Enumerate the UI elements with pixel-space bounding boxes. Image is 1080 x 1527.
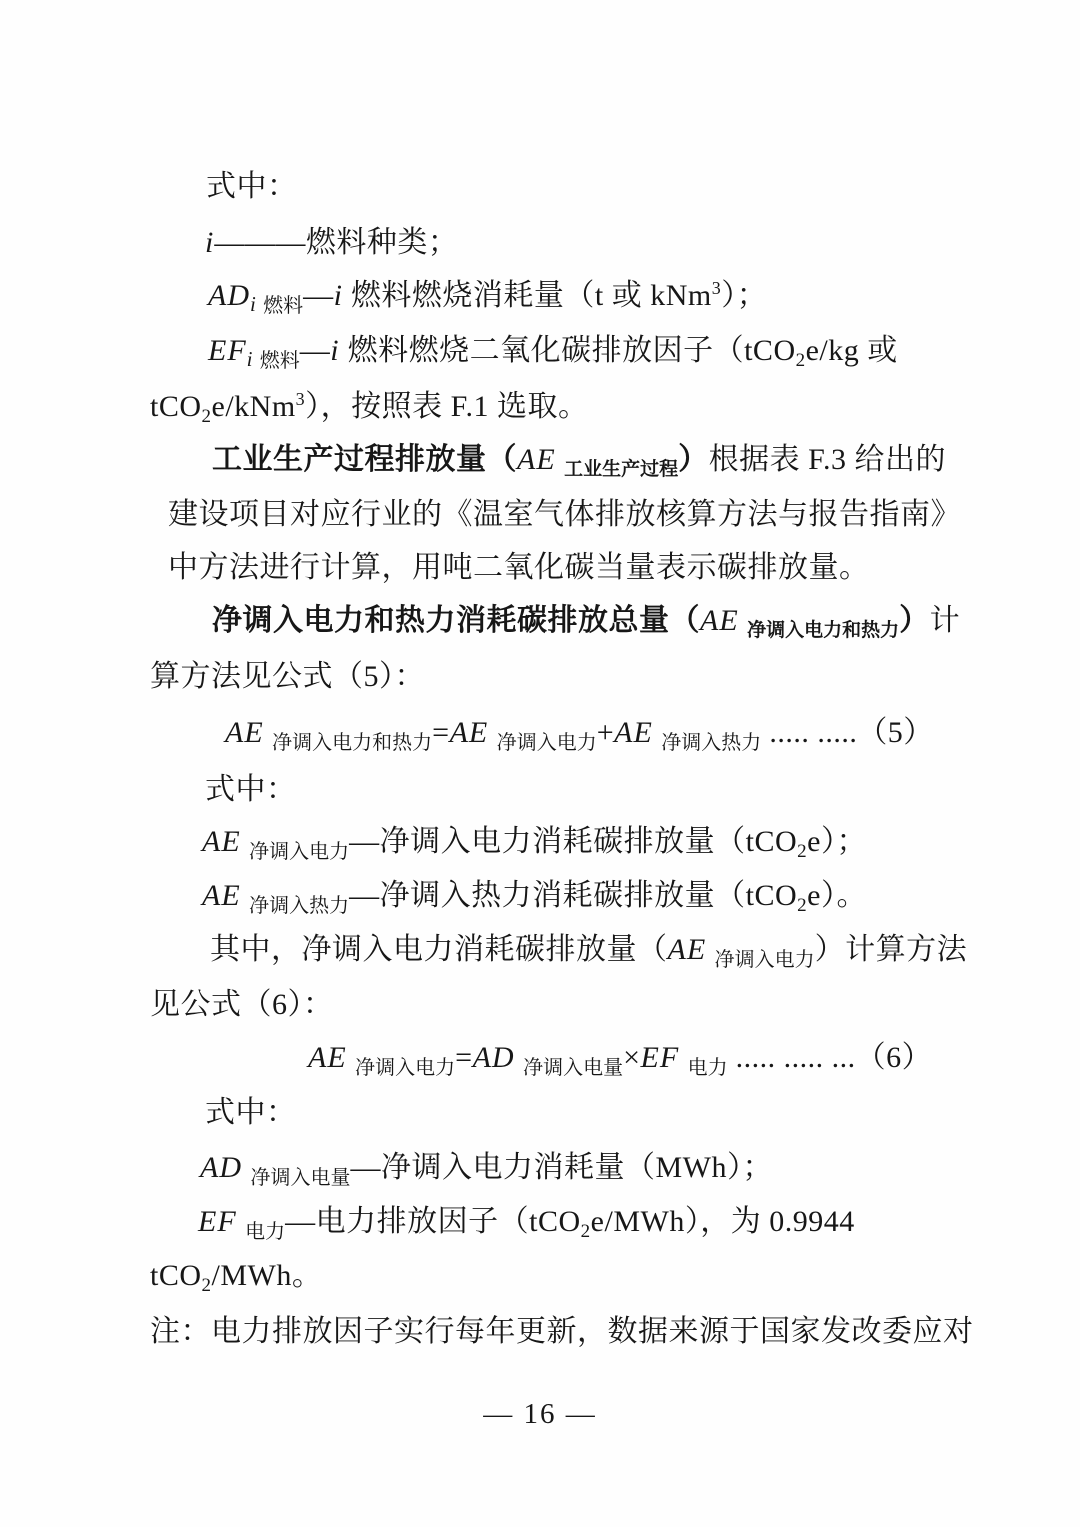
note-line: 注：电力排放因子实行每年更新，数据来源于国家发改委应对	[150, 1315, 974, 1348]
formula-6: AE $_{净调入电力}$=AD $_{净调入电量}$×EF $_{电力}$ ..... ..... ...（6）	[308, 1041, 933, 1079]
para-net-power-heat-2: 算方法见公式（5）：	[150, 660, 425, 693]
var-def-ef-power-cont: tCO$_2$/MWh。	[150, 1259, 323, 1296]
var-def-ad-power: AD $_{净调入电量}$—净调入电力消耗量（MWh）；	[200, 1151, 773, 1189]
var-def-ae-power: AE $_{净调入电力}$—净调入电力消耗碳排放量（tCO$_2$e）；	[202, 825, 867, 863]
para-industrial-process-3: 中方法进行计算，用吨二氧化碳当量表示碳排放量。	[168, 551, 870, 584]
page-number: — 16 —	[483, 1398, 597, 1430]
var-def-ef-fuel: $EF_i$ $_{燃料}$—i 燃料燃烧二氧化碳排放因子（tCO$_2$e/kg 或	[208, 334, 898, 372]
para-industrial-process-1: 工业生产过程排放量（AE $_{工业生产过程}$）根据表 F.3 给出的	[212, 443, 946, 480]
para-net-power-heat-1: 净调入电力和热力消耗碳排放总量（AE $_{净调入电力和热力}$）计	[212, 604, 961, 641]
para-net-power-1: 其中，净调入电力消耗碳排放量（AE $_{净调入电力}$）计算方法	[210, 933, 968, 971]
var-def-i: i———燃料种类；	[205, 226, 459, 259]
where-label-2: 式中：	[205, 773, 297, 806]
formula-5: AE $_{净调入电力和热力}$=AE $_{净调入电力}$+AE $_{净调入热力}$ ..... .....（5）	[225, 716, 934, 754]
var-def-ae-heat: AE $_{净调入热力}$—净调入热力消耗碳排放量（tCO$_2$e）。	[202, 879, 867, 917]
where-label-1: 式中：	[206, 170, 298, 203]
var-def-ad-fuel: $AD_i$ $_{燃料}$—i 燃料燃烧消耗量（t 或 kNm$^3$）；	[208, 278, 768, 317]
para-industrial-process-2: 建设项目对应行业的《温室气体排放核算方法与报告指南》	[168, 498, 961, 531]
where-label-3: 式中：	[205, 1096, 297, 1129]
para-net-power-2: 见公式（6）：	[150, 988, 334, 1021]
var-def-ef-fuel-cont: tCO$_2$e/kNm$^3$），按照表 F.1 选取。	[150, 389, 589, 427]
var-def-ef-power: EF $_{电力}$—电力排放因子（tCO$_2$e/MWh），为 0.9944	[198, 1205, 855, 1243]
